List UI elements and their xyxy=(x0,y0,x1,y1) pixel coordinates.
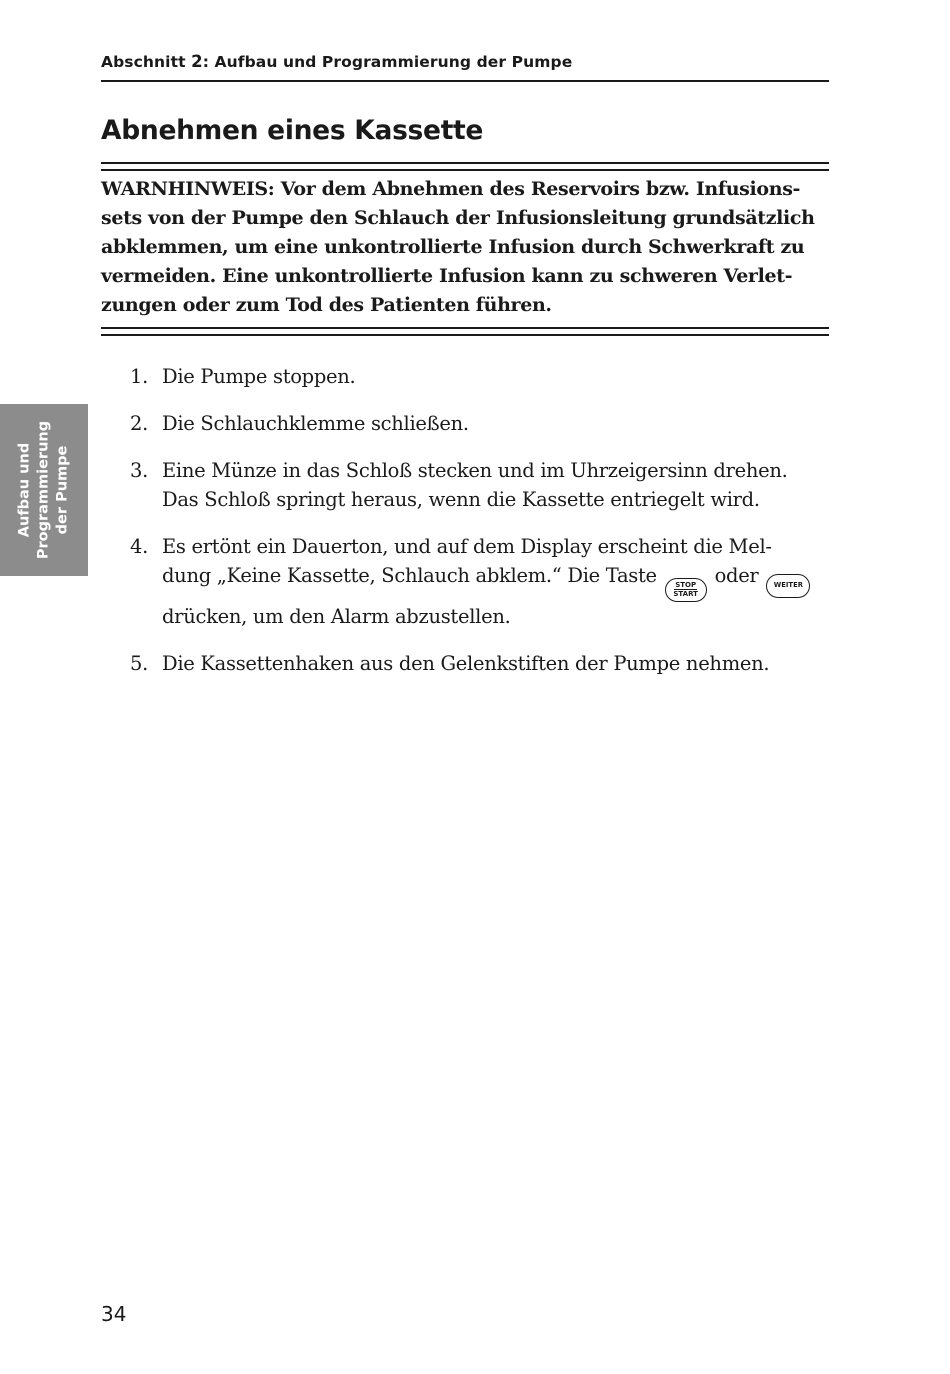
side-tab-line: der Pumpe xyxy=(54,445,71,535)
running-head xyxy=(101,52,829,71)
running-head-text: : Aufbau und Programmierung der Pumpe xyxy=(202,53,573,71)
step-item xyxy=(101,409,841,438)
warning-line: WARNHINWEIS: Vor dem Abnehmen des Reservoirs bzw. Infusions- xyxy=(101,178,801,200)
warning-line: vermeiden. Eine unkontrollierte Infusion kann zu schweren Verlet- xyxy=(101,265,793,287)
header-rule xyxy=(101,80,829,82)
warning-line: abklemmen, um eine unkontrollierte Infusion durch Schwerkraft zu xyxy=(101,236,805,258)
step-text: Es ertönt ein Dauerton, und auf dem Display erscheint die Mel- xyxy=(162,535,772,558)
page-number: 34 xyxy=(101,1302,127,1326)
step-item xyxy=(101,456,841,514)
stop-key-label: STOP xyxy=(675,581,697,589)
step-text: oder xyxy=(708,564,765,587)
warning-top-rule-inner xyxy=(101,169,829,171)
step-item xyxy=(101,532,841,631)
warning-line: sets von der Pumpe den Schlauch der Infusionsleitung grundsätzlich xyxy=(101,207,815,229)
warning-bottom-rule-inner xyxy=(101,327,829,329)
warning-bottom-rule xyxy=(101,334,829,336)
step-number: 2. xyxy=(130,412,149,435)
step-text: dung „Keine Kassette, Schlauch abklem.“ Die Taste xyxy=(162,564,663,587)
step-text: Das Schloß springt heraus, wenn die Kassette entriegelt wird. xyxy=(162,488,760,511)
stop-start-key-icon xyxy=(665,578,707,602)
step-text: Die Kassettenhaken aus den Gelenkstiften der Pumpe nehmen. xyxy=(162,651,770,675)
weiter-key-icon xyxy=(766,574,810,598)
warning-box xyxy=(101,175,829,320)
step-item xyxy=(101,362,841,391)
steps-list xyxy=(101,362,841,696)
step-text-with-keys xyxy=(162,561,841,602)
step-item xyxy=(101,649,841,678)
start-key-label: START xyxy=(673,590,698,598)
side-tab-line: Programmierung xyxy=(35,420,52,560)
step-number: 1. xyxy=(130,365,149,388)
step-number: 4. xyxy=(130,535,149,558)
step-text: Eine Münze in das Schloß stecken und im Uhrzeigersinn drehen. xyxy=(162,459,788,482)
step-text: Die Schlauchklemme schließen. xyxy=(162,412,469,435)
step-text: drücken, um den Alarm abzustellen. xyxy=(162,604,511,628)
step-text: Die Pumpe stoppen. xyxy=(162,365,356,388)
warning-line: zungen oder zum Tod des Patienten führen. xyxy=(101,294,552,316)
weiter-key-label: WEITER xyxy=(773,581,803,589)
side-tab-line: Aufbau und xyxy=(16,442,33,538)
running-head-number: 2 xyxy=(191,52,203,71)
section-side-tab-label xyxy=(16,405,73,575)
warning-top-rule xyxy=(101,162,829,164)
running-head-prefix: Abschnitt xyxy=(101,53,192,71)
step-number: 3. xyxy=(130,459,149,482)
step-number: 5. xyxy=(130,651,149,675)
page-title: Abnehmen eines Kassette xyxy=(101,115,484,146)
